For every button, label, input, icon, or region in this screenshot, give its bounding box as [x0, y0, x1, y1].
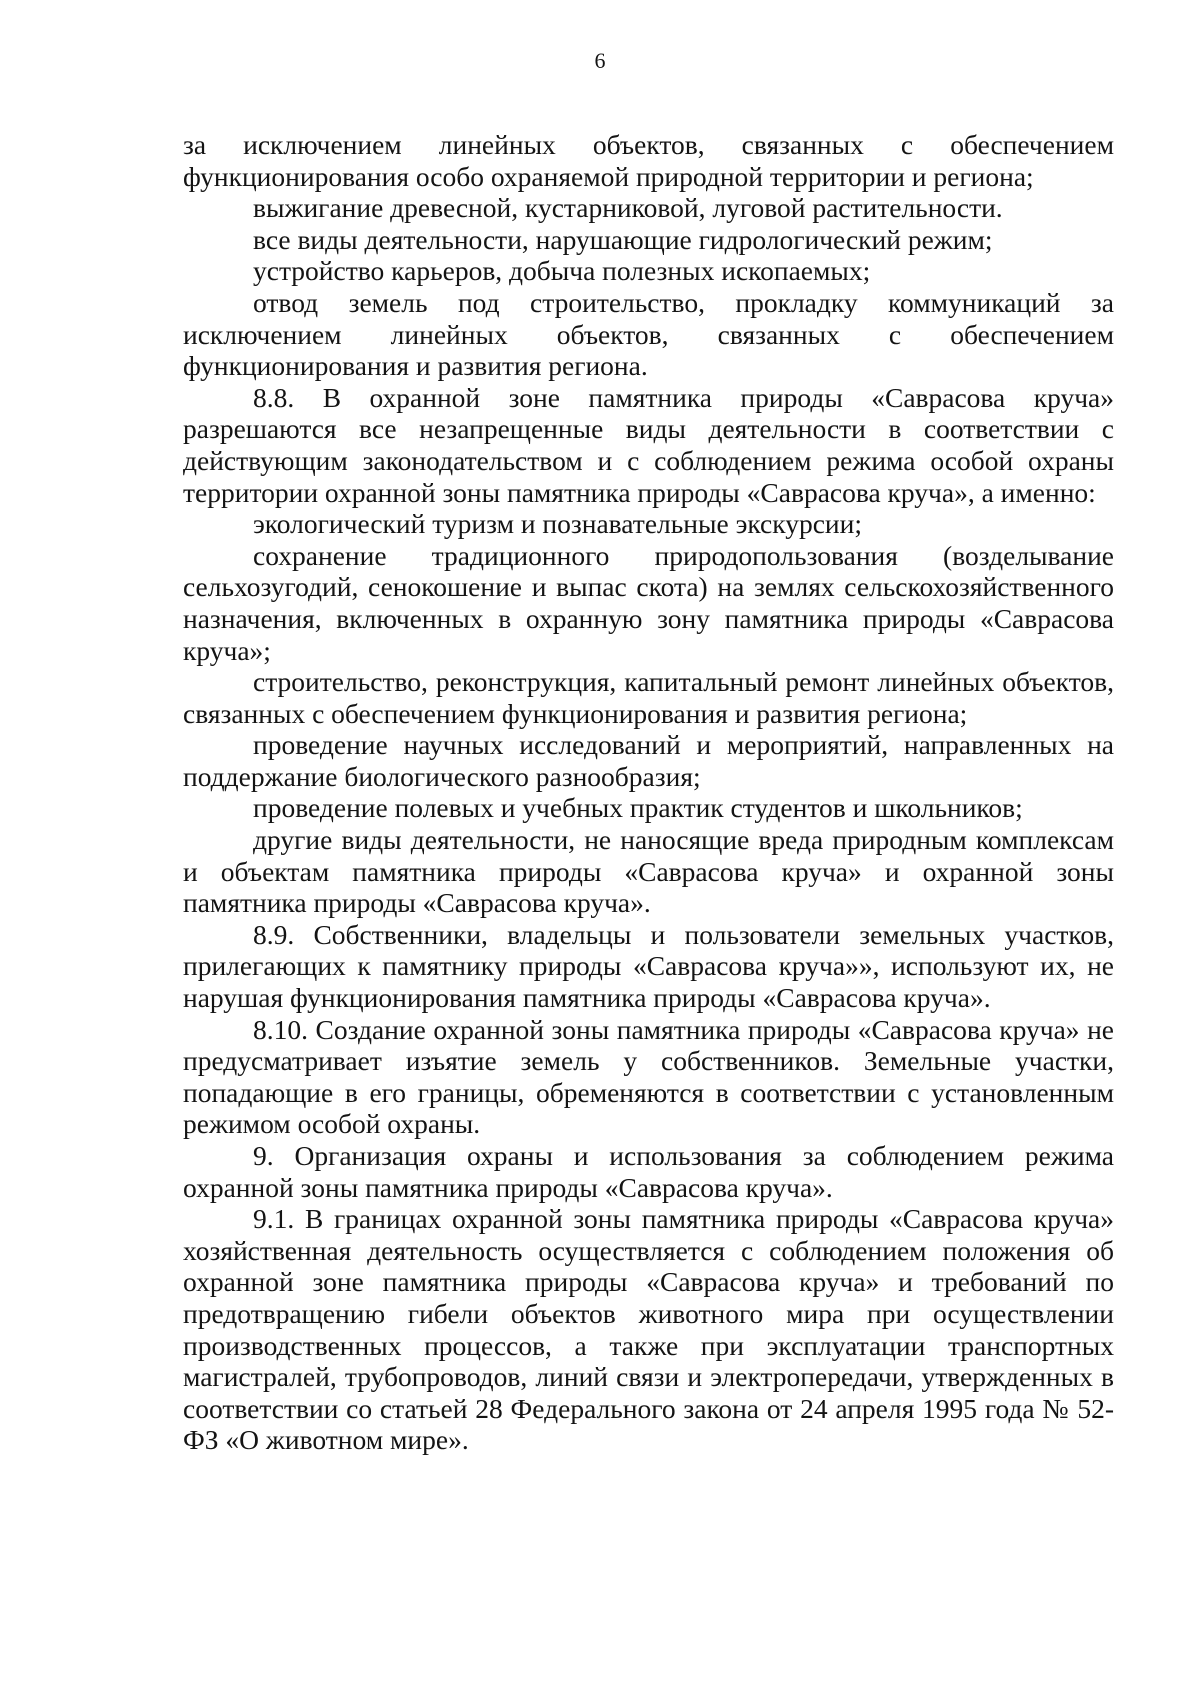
paragraph-9: 9. Организация охраны и использования за соблюдением режима охранной зоны памятника природы «Саврасова круча».	[183, 1140, 1114, 1203]
paragraph-allowed-construction: строительство, реконструкция, капитальный ремонт линейных объектов, связанных с обеспечением функционирования и развития региона;	[183, 666, 1114, 729]
paragraph-8-8: 8.8. В охранной зоне памятника природы «Саврасова круча» разрешаются все незапрещенные виды деятельности в соответствии с действующим законодательством и с соблюдением режима особой охраны территории охранной зоны памятника природы «Саврасова круча», а именно:	[183, 381, 1114, 508]
document-body	[183, 129, 1114, 1456]
paragraph-allowed-practice: проведение полевых и учебных практик студентов и школьников;	[253, 792, 1023, 824]
paragraph-8-9: 8.9. Собственники, владельцы и пользователи земельных участков, прилегающих к памятнику природы «Саврасова круча»», используют их, не нарушая функционирования памятника природы «Саврасова круча».	[183, 918, 1114, 1014]
paragraph-continuation: за исключением линейных объектов, связанных с обеспечением функционирования особо охраняемой природной территории и региона;	[183, 129, 1114, 192]
paragraph-prohibition-burning: выжигание древесной, кустарниковой, луговой растительности.	[253, 192, 1003, 224]
paragraph-prohibition-hydrology: все виды деятельности, нарушающие гидрологический режим;	[253, 223, 993, 255]
paragraph-prohibition-quarries: устройство карьеров, добыча полезных ископаемых;	[253, 255, 871, 287]
page-number: 6	[594, 48, 606, 73]
paragraph-8-10: 8.10. Создание охранной зоны памятника природы «Саврасова круча» не предусматривает изъятие земель у собственников. Земельные участки, попадающие в его границы, обременяются в соответствии с установленным режимом особой охраны.	[183, 1013, 1114, 1140]
paragraph-allowed-research: проведение научных исследований и мероприятий, направленных на поддержание биологического разнообразия;	[183, 729, 1114, 792]
paragraph-allowed-traditional-use: сохранение традиционного природопользования (возделывание сельхозугодий, сенокошение и выпас скота) на землях сельскохозяйственного назначения, включенных в охранную зону памятника природы «Саврасова круча»;	[183, 539, 1114, 666]
paragraph-allowed-ecotourism: экологический туризм и познавательные экскурсии;	[253, 508, 863, 540]
paragraph-allowed-other: другие виды деятельности, не наносящие вреда природным комплексам и объектам памятника природы «Саврасова круча» и охранной зоны памятника природы «Саврасова круча».	[183, 824, 1114, 919]
paragraph-9-1: 9.1. В границах охранной зоны памятника природы «Саврасова круча» хозяйственная деятельность осуществляется с соблюдением положения об охранной зоне памятника природы «Саврасова круча» и требований по предотвращению гибели объектов животного мира при осуществлении производственных процессов, а также при эксплуатации транспортных магистралей, трубопроводов, линий связи и электропередачи, утвержденных в соответствии со статьей 28 Федерального закона от 24 апреля 1995 года № 52-ФЗ «О животном мире».	[183, 1203, 1114, 1456]
paragraph-prohibition-land-allocation: отвод земель под строительство, прокладку коммуникаций за исключением линейных объектов, связанных с обеспечением функционирования и развития региона.	[183, 286, 1114, 382]
